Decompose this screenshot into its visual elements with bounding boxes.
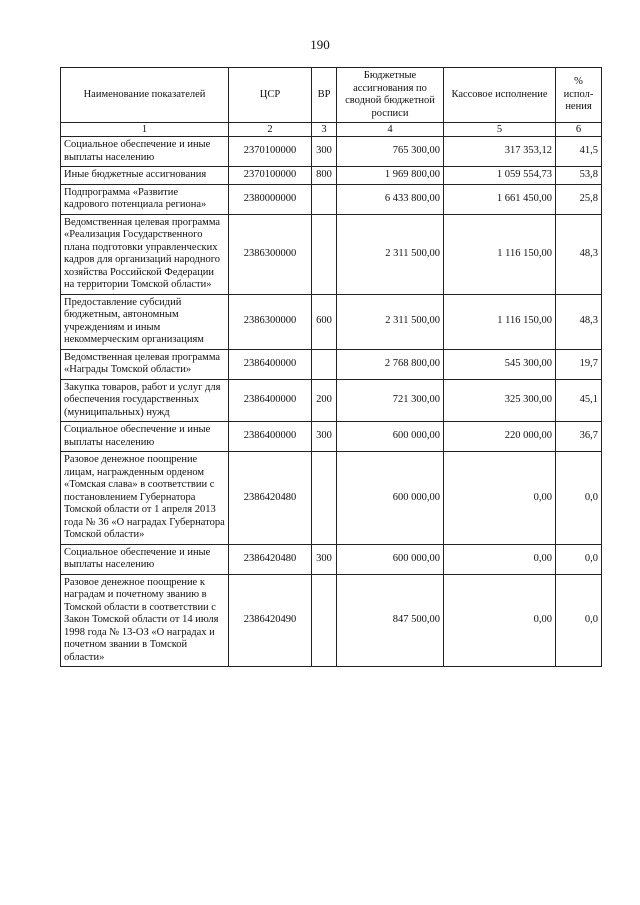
row-percent: 25,8 xyxy=(556,184,602,214)
row-budget: 2 311 500,00 xyxy=(337,294,444,349)
row-csr: 2386420490 xyxy=(229,574,312,667)
column-number: 1 xyxy=(61,123,229,137)
row-csr: 2386300000 xyxy=(229,294,312,349)
column-number: 5 xyxy=(444,123,556,137)
row-name: Предоставление субсидий бюджетным, автономным учреждениям и иным некоммерческим организациям xyxy=(61,294,229,349)
row-csr: 2386420480 xyxy=(229,452,312,545)
row-vr xyxy=(312,184,337,214)
row-cash: 0,00 xyxy=(444,574,556,667)
row-vr: 200 xyxy=(312,379,337,422)
column-number: 4 xyxy=(337,123,444,137)
row-name: Разовое денежное поощрение к наградам и почетному званию в Томской области в соответствии с Закон Томской области от 14 июля 1998 года № 13-ОЗ «О наградах и почетном звании в Томской области» xyxy=(61,574,229,667)
row-budget: 600 000,00 xyxy=(337,422,444,452)
row-vr xyxy=(312,349,337,379)
row-cash: 317 353,12 xyxy=(444,137,556,167)
header-name: Наименование показателей xyxy=(61,68,229,123)
row-cash: 325 300,00 xyxy=(444,379,556,422)
row-percent: 45,1 xyxy=(556,379,602,422)
row-cash: 1 059 554,73 xyxy=(444,167,556,185)
row-percent: 41,5 xyxy=(556,137,602,167)
table-row xyxy=(61,422,602,452)
row-cash: 0,00 xyxy=(444,452,556,545)
row-csr: 2386420480 xyxy=(229,544,312,574)
row-budget: 2 311 500,00 xyxy=(337,214,444,294)
column-number: 3 xyxy=(312,123,337,137)
row-percent: 19,7 xyxy=(556,349,602,379)
row-csr: 2370100000 xyxy=(229,167,312,185)
row-vr xyxy=(312,574,337,667)
row-name: Закупка товаров, работ и услуг для обеспечения государственных (муниципальных) нужд xyxy=(61,379,229,422)
row-budget: 600 000,00 xyxy=(337,544,444,574)
row-percent: 48,3 xyxy=(556,294,602,349)
row-cash: 220 000,00 xyxy=(444,422,556,452)
row-cash: 1 116 150,00 xyxy=(444,294,556,349)
row-csr: 2386400000 xyxy=(229,379,312,422)
row-vr: 300 xyxy=(312,422,337,452)
row-vr: 300 xyxy=(312,137,337,167)
page-number: 190 xyxy=(310,37,330,52)
row-percent: 0,0 xyxy=(556,544,602,574)
row-name: Социальное обеспечение и иные выплаты населению xyxy=(61,422,229,452)
table-row xyxy=(61,379,602,422)
row-csr: 2370100000 xyxy=(229,137,312,167)
header-cash: Кассовое исполнение xyxy=(444,68,556,123)
table-row xyxy=(61,574,602,667)
row-csr: 2380000000 xyxy=(229,184,312,214)
row-vr: 300 xyxy=(312,544,337,574)
header-budget: Бюджетные ассигнования по сводной бюджетной росписи xyxy=(337,68,444,123)
row-name: Ведомственная целевая программа «Награды Томской области» xyxy=(61,349,229,379)
row-name: Разовое денежное поощрение лицам, награжденным орденом «Томская слава» в соответствии с постановлением Губернатора Томской области от 1 апреля 2013 года № 36 «О наградах Губернатора Томской области» xyxy=(61,452,229,545)
table-row xyxy=(61,349,602,379)
row-percent: 36,7 xyxy=(556,422,602,452)
row-name: Ведомственная целевая программа «Реализация Государственного плана подготовки управленческих кадров для организаций народного хозяйства Российской Федерации на территории Томской области» xyxy=(61,214,229,294)
table-row xyxy=(61,452,602,545)
table-row xyxy=(61,294,602,349)
row-percent: 48,3 xyxy=(556,214,602,294)
row-budget: 2 768 800,00 xyxy=(337,349,444,379)
table-row xyxy=(61,184,602,214)
row-cash: 545 300,00 xyxy=(444,349,556,379)
row-cash: 1 661 450,00 xyxy=(444,184,556,214)
row-budget: 6 433 800,00 xyxy=(337,184,444,214)
row-name: Иные бюджетные ассигнования xyxy=(61,167,229,185)
row-percent: 0,0 xyxy=(556,452,602,545)
row-vr xyxy=(312,452,337,545)
row-csr: 2386400000 xyxy=(229,349,312,379)
table-header-row xyxy=(61,68,602,123)
row-vr: 600 xyxy=(312,294,337,349)
row-name: Социальное обеспечение и иные выплаты населению xyxy=(61,137,229,167)
row-budget: 765 300,00 xyxy=(337,137,444,167)
table-row xyxy=(61,137,602,167)
row-csr: 2386400000 xyxy=(229,422,312,452)
row-cash: 0,00 xyxy=(444,544,556,574)
row-budget: 1 969 800,00 xyxy=(337,167,444,185)
row-budget: 847 500,00 xyxy=(337,574,444,667)
table-row xyxy=(61,214,602,294)
row-budget: 600 000,00 xyxy=(337,452,444,545)
row-vr xyxy=(312,214,337,294)
column-number: 6 xyxy=(556,123,602,137)
column-number-row xyxy=(61,123,602,137)
row-name: Социальное обеспечение и иные выплаты населению xyxy=(61,544,229,574)
table-row xyxy=(61,544,602,574)
row-budget: 721 300,00 xyxy=(337,379,444,422)
header-percent: % испол-нения xyxy=(556,68,602,123)
column-number: 2 xyxy=(229,123,312,137)
header-vr: ВР xyxy=(312,68,337,123)
row-csr: 2386300000 xyxy=(229,214,312,294)
header-csr: ЦСР xyxy=(229,68,312,123)
budget-execution-table xyxy=(60,67,602,667)
row-cash: 1 116 150,00 xyxy=(444,214,556,294)
row-percent: 0,0 xyxy=(556,574,602,667)
table-row xyxy=(61,167,602,185)
row-vr: 800 xyxy=(312,167,337,185)
row-name: Подпрограмма «Развитие кадрового потенциала региона» xyxy=(61,184,229,214)
row-percent: 53,8 xyxy=(556,167,602,185)
